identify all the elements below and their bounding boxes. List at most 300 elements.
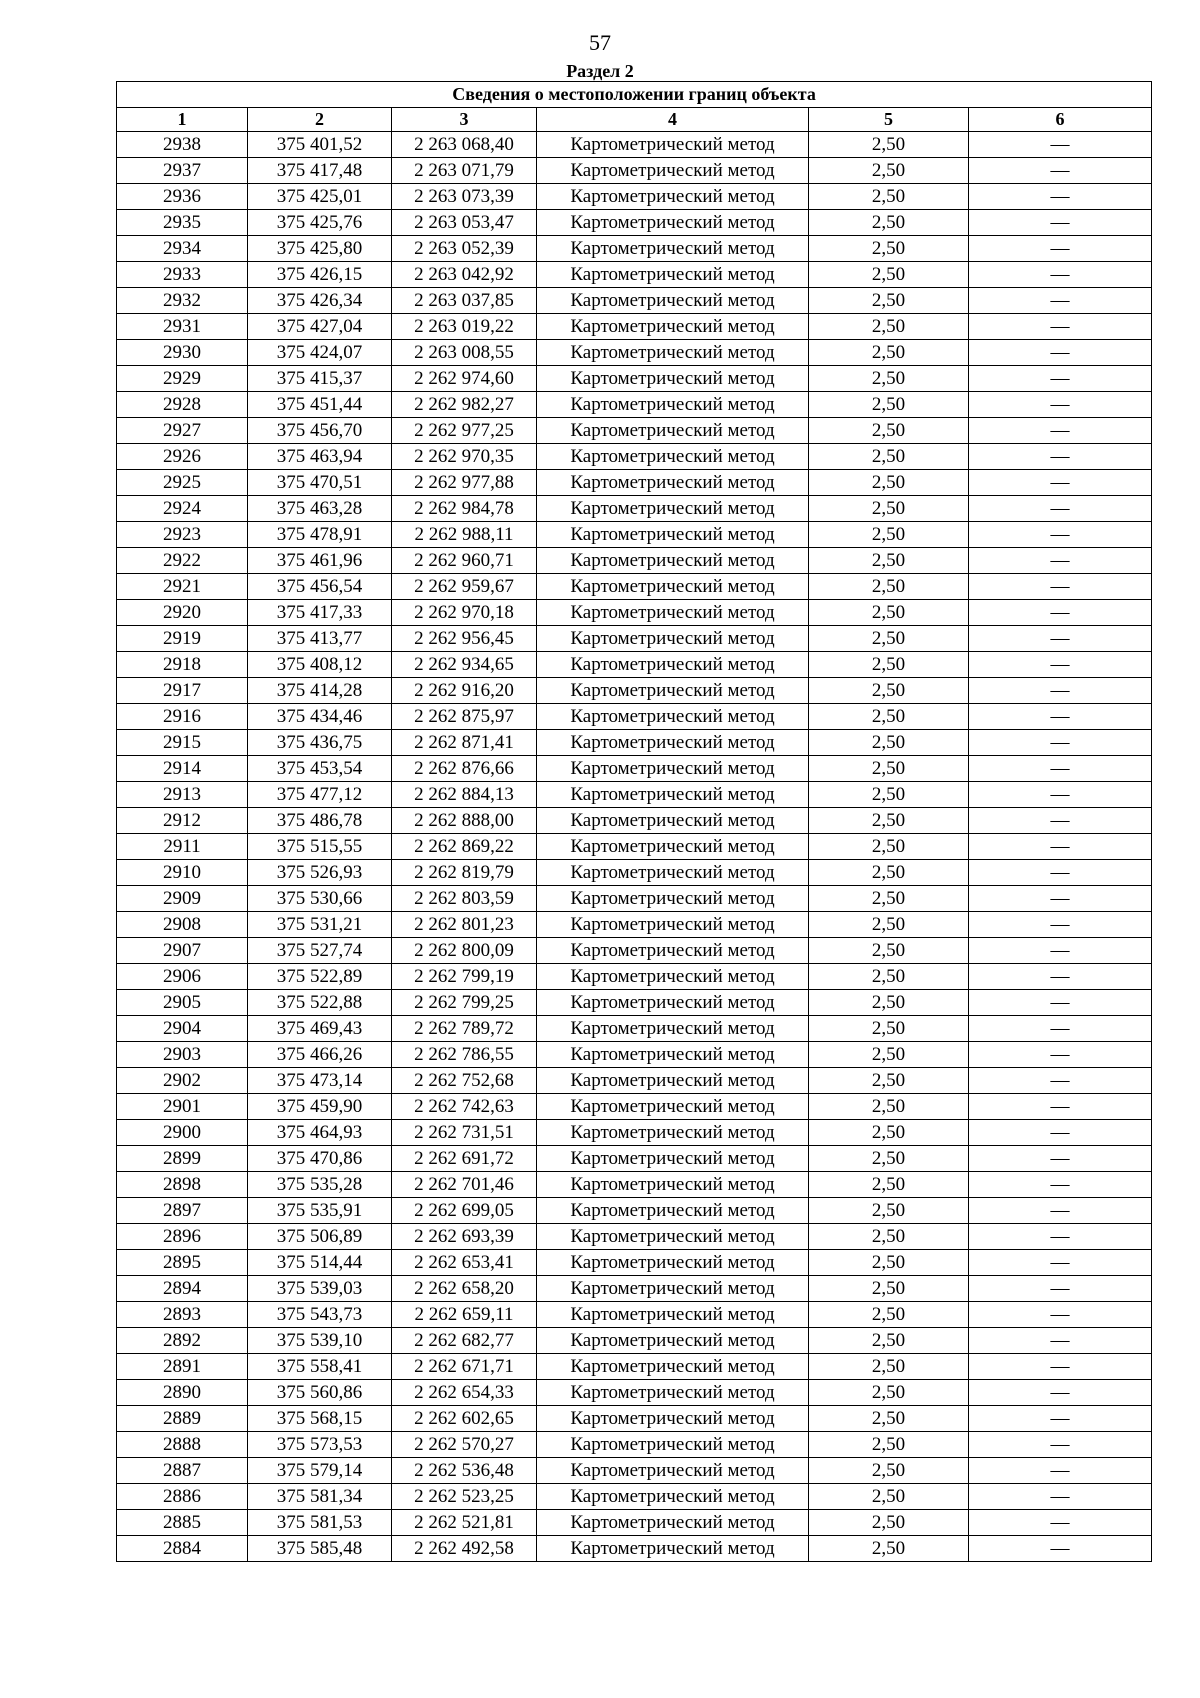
table-row [117, 1458, 1152, 1484]
table-row [117, 1172, 1152, 1198]
accuracy-cell: 2,50 [809, 1510, 969, 1536]
point-number-cell: 2892 [117, 1328, 248, 1354]
point-number-cell: 2915 [117, 730, 248, 756]
point-number-cell: 2932 [117, 288, 248, 314]
table-caption: Сведения о местоположении границ объекта [117, 82, 1152, 108]
method-cell: Картометрический метод [537, 1198, 809, 1224]
x-coordinate-cell: 375 535,91 [248, 1198, 392, 1224]
table-row [117, 392, 1152, 418]
method-cell: Картометрический метод [537, 392, 809, 418]
accuracy-cell: 2,50 [809, 1406, 969, 1432]
description-cell: — [969, 496, 1152, 522]
accuracy-cell: 2,50 [809, 236, 969, 262]
method-cell: Картометрический метод [537, 1380, 809, 1406]
table-row [117, 600, 1152, 626]
method-cell: Картометрический метод [537, 314, 809, 340]
table-row [117, 1354, 1152, 1380]
boundary-coordinates-table [116, 81, 1152, 1562]
point-number-cell: 2888 [117, 1432, 248, 1458]
method-cell: Картометрический метод [537, 678, 809, 704]
point-number-cell: 2927 [117, 418, 248, 444]
point-number-cell: 2905 [117, 990, 248, 1016]
y-coordinate-cell: 2 262 799,25 [392, 990, 537, 1016]
method-cell: Картометрический метод [537, 470, 809, 496]
y-coordinate-cell: 2 262 492,58 [392, 1536, 537, 1562]
x-coordinate-cell: 375 469,43 [248, 1016, 392, 1042]
point-number-cell: 2923 [117, 522, 248, 548]
table-row [117, 912, 1152, 938]
point-number-cell: 2924 [117, 496, 248, 522]
table-row [117, 704, 1152, 730]
x-coordinate-cell: 375 579,14 [248, 1458, 392, 1484]
accuracy-cell: 2,50 [809, 418, 969, 444]
x-coordinate-cell: 375 539,03 [248, 1276, 392, 1302]
y-coordinate-cell: 2 262 869,22 [392, 834, 537, 860]
description-cell: — [969, 1094, 1152, 1120]
y-coordinate-cell: 2 262 970,35 [392, 444, 537, 470]
table-row [117, 990, 1152, 1016]
y-coordinate-cell: 2 262 786,55 [392, 1042, 537, 1068]
method-cell: Картометрический метод [537, 912, 809, 938]
y-coordinate-cell: 2 262 888,00 [392, 808, 537, 834]
accuracy-cell: 2,50 [809, 730, 969, 756]
table-row [117, 1224, 1152, 1250]
accuracy-cell: 2,50 [809, 132, 969, 158]
description-cell: — [969, 340, 1152, 366]
x-coordinate-cell: 375 585,48 [248, 1536, 392, 1562]
table-row [117, 730, 1152, 756]
y-coordinate-cell: 2 262 916,20 [392, 678, 537, 704]
accuracy-cell: 2,50 [809, 1146, 969, 1172]
description-cell: — [969, 1120, 1152, 1146]
accuracy-cell: 2,50 [809, 1432, 969, 1458]
accuracy-cell: 2,50 [809, 210, 969, 236]
x-coordinate-cell: 375 453,54 [248, 756, 392, 782]
x-coordinate-cell: 375 427,04 [248, 314, 392, 340]
accuracy-cell: 2,50 [809, 834, 969, 860]
table-row [117, 366, 1152, 392]
table-row [117, 522, 1152, 548]
method-cell: Картометрический метод [537, 886, 809, 912]
point-number-cell: 2896 [117, 1224, 248, 1250]
table-row [117, 470, 1152, 496]
point-number-cell: 2902 [117, 1068, 248, 1094]
accuracy-cell: 2,50 [809, 1536, 969, 1562]
accuracy-cell: 2,50 [809, 678, 969, 704]
accuracy-cell: 2,50 [809, 288, 969, 314]
method-cell: Картометрический метод [537, 756, 809, 782]
method-cell: Картометрический метод [537, 1510, 809, 1536]
x-coordinate-cell: 375 425,01 [248, 184, 392, 210]
point-number-cell: 2886 [117, 1484, 248, 1510]
method-cell: Картометрический метод [537, 1250, 809, 1276]
accuracy-cell: 2,50 [809, 600, 969, 626]
table-row [117, 1536, 1152, 1562]
accuracy-cell: 2,50 [809, 1328, 969, 1354]
description-cell: — [969, 886, 1152, 912]
accuracy-cell: 2,50 [809, 496, 969, 522]
method-cell: Картометрический метод [537, 990, 809, 1016]
table-row [117, 184, 1152, 210]
method-cell: Картометрический метод [537, 184, 809, 210]
point-number-cell: 2911 [117, 834, 248, 860]
table-row [117, 1120, 1152, 1146]
x-coordinate-cell: 375 425,80 [248, 236, 392, 262]
method-cell: Картометрический метод [537, 1172, 809, 1198]
accuracy-cell: 2,50 [809, 990, 969, 1016]
table-row [117, 496, 1152, 522]
table-row [117, 652, 1152, 678]
table-row [117, 236, 1152, 262]
point-number-cell: 2938 [117, 132, 248, 158]
column-number: 3 [392, 108, 537, 132]
point-number-cell: 2898 [117, 1172, 248, 1198]
y-coordinate-cell: 2 263 037,85 [392, 288, 537, 314]
y-coordinate-cell: 2 263 068,40 [392, 132, 537, 158]
point-number-cell: 2899 [117, 1146, 248, 1172]
point-number-cell: 2933 [117, 262, 248, 288]
accuracy-cell: 2,50 [809, 1484, 969, 1510]
y-coordinate-cell: 2 262 977,88 [392, 470, 537, 496]
y-coordinate-cell: 2 263 019,22 [392, 314, 537, 340]
method-cell: Картометрический метод [537, 964, 809, 990]
description-cell: — [969, 158, 1152, 184]
point-number-cell: 2926 [117, 444, 248, 470]
y-coordinate-cell: 2 262 970,18 [392, 600, 537, 626]
table-row [117, 938, 1152, 964]
point-number-cell: 2885 [117, 1510, 248, 1536]
y-coordinate-cell: 2 262 800,09 [392, 938, 537, 964]
point-number-cell: 2916 [117, 704, 248, 730]
description-cell: — [969, 1146, 1152, 1172]
table-row [117, 626, 1152, 652]
method-cell: Картометрический метод [537, 860, 809, 886]
x-coordinate-cell: 375 401,52 [248, 132, 392, 158]
method-cell: Картометрический метод [537, 1068, 809, 1094]
method-cell: Картометрический метод [537, 704, 809, 730]
page-number: 57 [589, 30, 611, 55]
x-coordinate-cell: 375 527,74 [248, 938, 392, 964]
method-cell: Картометрический метод [537, 1406, 809, 1432]
table-row [117, 834, 1152, 860]
accuracy-cell: 2,50 [809, 470, 969, 496]
table-row [117, 444, 1152, 470]
table-row [117, 860, 1152, 886]
method-cell: Картометрический метод [537, 1328, 809, 1354]
x-coordinate-cell: 375 463,94 [248, 444, 392, 470]
x-coordinate-cell: 375 461,96 [248, 548, 392, 574]
y-coordinate-cell: 2 262 742,63 [392, 1094, 537, 1120]
description-cell: — [969, 236, 1152, 262]
method-cell: Картометрический метод [537, 574, 809, 600]
x-coordinate-cell: 375 477,12 [248, 782, 392, 808]
x-coordinate-cell: 375 414,28 [248, 678, 392, 704]
y-coordinate-cell: 2 262 876,66 [392, 756, 537, 782]
description-cell: — [969, 834, 1152, 860]
table-row [117, 1042, 1152, 1068]
table-row [117, 1068, 1152, 1094]
method-cell: Картометрический метод [537, 444, 809, 470]
method-cell: Картометрический метод [537, 1536, 809, 1562]
table-row [117, 1510, 1152, 1536]
x-coordinate-cell: 375 581,53 [248, 1510, 392, 1536]
description-cell: — [969, 1198, 1152, 1224]
x-coordinate-cell: 375 531,21 [248, 912, 392, 938]
point-number-cell: 2893 [117, 1302, 248, 1328]
y-coordinate-cell: 2 262 934,65 [392, 652, 537, 678]
y-coordinate-cell: 2 262 752,68 [392, 1068, 537, 1094]
column-number: 4 [537, 108, 809, 132]
description-cell: — [969, 366, 1152, 392]
table-row [117, 158, 1152, 184]
method-cell: Картометрический метод [537, 418, 809, 444]
description-cell: — [969, 1068, 1152, 1094]
point-number-cell: 2928 [117, 392, 248, 418]
table-row [117, 1276, 1152, 1302]
point-number-cell: 2906 [117, 964, 248, 990]
description-cell: — [969, 184, 1152, 210]
x-coordinate-cell: 375 424,07 [248, 340, 392, 366]
description-cell: — [969, 548, 1152, 574]
column-number: 5 [809, 108, 969, 132]
accuracy-cell: 2,50 [809, 1224, 969, 1250]
method-cell: Картометрический метод [537, 288, 809, 314]
x-coordinate-cell: 375 478,91 [248, 522, 392, 548]
description-cell: — [969, 262, 1152, 288]
method-cell: Картометрический метод [537, 236, 809, 262]
point-number-cell: 2929 [117, 366, 248, 392]
table-row [117, 314, 1152, 340]
accuracy-cell: 2,50 [809, 184, 969, 210]
table-caption-row [117, 82, 1152, 108]
x-coordinate-cell: 375 459,90 [248, 1094, 392, 1120]
method-cell: Картометрический метод [537, 366, 809, 392]
point-number-cell: 2900 [117, 1120, 248, 1146]
description-cell: — [969, 912, 1152, 938]
point-number-cell: 2901 [117, 1094, 248, 1120]
method-cell: Картометрический метод [537, 1120, 809, 1146]
column-number: 2 [248, 108, 392, 132]
point-number-cell: 2897 [117, 1198, 248, 1224]
point-number-cell: 2912 [117, 808, 248, 834]
x-coordinate-cell: 375 456,70 [248, 418, 392, 444]
description-cell: — [969, 704, 1152, 730]
accuracy-cell: 2,50 [809, 938, 969, 964]
x-coordinate-cell: 375 581,34 [248, 1484, 392, 1510]
point-number-cell: 2895 [117, 1250, 248, 1276]
description-cell: — [969, 782, 1152, 808]
y-coordinate-cell: 2 263 073,39 [392, 184, 537, 210]
description-cell: — [969, 1510, 1152, 1536]
description-cell: — [969, 600, 1152, 626]
method-cell: Картометрический метод [537, 1146, 809, 1172]
accuracy-cell: 2,50 [809, 392, 969, 418]
section-title: Раздел 2 [566, 61, 634, 81]
y-coordinate-cell: 2 263 052,39 [392, 236, 537, 262]
accuracy-cell: 2,50 [809, 1458, 969, 1484]
method-cell: Картометрический метод [537, 782, 809, 808]
y-coordinate-cell: 2 263 042,92 [392, 262, 537, 288]
accuracy-cell: 2,50 [809, 1302, 969, 1328]
description-cell: — [969, 418, 1152, 444]
point-number-cell: 2935 [117, 210, 248, 236]
description-cell: — [969, 808, 1152, 834]
accuracy-cell: 2,50 [809, 1198, 969, 1224]
table-row [117, 1146, 1152, 1172]
y-coordinate-cell: 2 262 699,05 [392, 1198, 537, 1224]
method-cell: Картометрический метод [537, 834, 809, 860]
accuracy-cell: 2,50 [809, 574, 969, 600]
y-coordinate-cell: 2 262 789,72 [392, 1016, 537, 1042]
x-coordinate-cell: 375 456,54 [248, 574, 392, 600]
accuracy-cell: 2,50 [809, 262, 969, 288]
description-cell: — [969, 522, 1152, 548]
accuracy-cell: 2,50 [809, 1016, 969, 1042]
x-coordinate-cell: 375 486,78 [248, 808, 392, 834]
table-row [117, 1198, 1152, 1224]
y-coordinate-cell: 2 262 803,59 [392, 886, 537, 912]
x-coordinate-cell: 375 539,10 [248, 1328, 392, 1354]
x-coordinate-cell: 375 466,26 [248, 1042, 392, 1068]
x-coordinate-cell: 375 408,12 [248, 652, 392, 678]
x-coordinate-cell: 375 522,89 [248, 964, 392, 990]
method-cell: Картометрический метод [537, 132, 809, 158]
x-coordinate-cell: 375 526,93 [248, 860, 392, 886]
method-cell: Картометрический метод [537, 1042, 809, 1068]
y-coordinate-cell: 2 262 875,97 [392, 704, 537, 730]
description-cell: — [969, 1354, 1152, 1380]
method-cell: Картометрический метод [537, 1016, 809, 1042]
point-number-cell: 2890 [117, 1380, 248, 1406]
description-cell: — [969, 938, 1152, 964]
method-cell: Картометрический метод [537, 1094, 809, 1120]
x-coordinate-cell: 375 425,76 [248, 210, 392, 236]
x-coordinate-cell: 375 514,44 [248, 1250, 392, 1276]
x-coordinate-cell: 375 415,37 [248, 366, 392, 392]
point-number-cell: 2931 [117, 314, 248, 340]
table-row [117, 262, 1152, 288]
table-row [117, 678, 1152, 704]
method-cell: Картометрический метод [537, 730, 809, 756]
method-cell: Картометрический метод [537, 1484, 809, 1510]
table-row [117, 288, 1152, 314]
x-coordinate-cell: 375 417,48 [248, 158, 392, 184]
x-coordinate-cell: 375 522,88 [248, 990, 392, 1016]
method-cell: Картометрический метод [537, 938, 809, 964]
method-cell: Картометрический метод [537, 522, 809, 548]
x-coordinate-cell: 375 535,28 [248, 1172, 392, 1198]
method-cell: Картометрический метод [537, 262, 809, 288]
accuracy-cell: 2,50 [809, 1120, 969, 1146]
description-cell: — [969, 1042, 1152, 1068]
accuracy-cell: 2,50 [809, 314, 969, 340]
y-coordinate-cell: 2 262 731,51 [392, 1120, 537, 1146]
x-coordinate-cell: 375 436,75 [248, 730, 392, 756]
point-number-cell: 2922 [117, 548, 248, 574]
y-coordinate-cell: 2 262 871,41 [392, 730, 537, 756]
y-coordinate-cell: 2 262 982,27 [392, 392, 537, 418]
point-number-cell: 2936 [117, 184, 248, 210]
accuracy-cell: 2,50 [809, 158, 969, 184]
point-number-cell: 2921 [117, 574, 248, 600]
point-number-cell: 2925 [117, 470, 248, 496]
description-cell: — [969, 314, 1152, 340]
x-coordinate-cell: 375 463,28 [248, 496, 392, 522]
description-cell: — [969, 574, 1152, 600]
point-number-cell: 2887 [117, 1458, 248, 1484]
accuracy-cell: 2,50 [809, 782, 969, 808]
point-number-cell: 2907 [117, 938, 248, 964]
description-cell: — [969, 470, 1152, 496]
x-coordinate-cell: 375 451,44 [248, 392, 392, 418]
x-coordinate-cell: 375 560,86 [248, 1380, 392, 1406]
x-coordinate-cell: 375 568,15 [248, 1406, 392, 1432]
table-row [117, 1432, 1152, 1458]
point-number-cell: 2903 [117, 1042, 248, 1068]
method-cell: Картометрический метод [537, 496, 809, 522]
x-coordinate-cell: 375 506,89 [248, 1224, 392, 1250]
y-coordinate-cell: 2 262 653,41 [392, 1250, 537, 1276]
table-row [117, 1328, 1152, 1354]
table-row [117, 340, 1152, 366]
description-cell: — [969, 132, 1152, 158]
point-number-cell: 2920 [117, 600, 248, 626]
description-cell: — [969, 1432, 1152, 1458]
description-cell: — [969, 1250, 1152, 1276]
method-cell: Картометрический метод [537, 600, 809, 626]
description-cell: — [969, 1536, 1152, 1562]
method-cell: Картометрический метод [537, 808, 809, 834]
x-coordinate-cell: 375 573,53 [248, 1432, 392, 1458]
y-coordinate-cell: 2 262 884,13 [392, 782, 537, 808]
table-row [117, 548, 1152, 574]
y-coordinate-cell: 2 262 956,45 [392, 626, 537, 652]
y-coordinate-cell: 2 262 570,27 [392, 1432, 537, 1458]
x-coordinate-cell: 375 470,86 [248, 1146, 392, 1172]
accuracy-cell: 2,50 [809, 1094, 969, 1120]
point-number-cell: 2908 [117, 912, 248, 938]
column-number: 1 [117, 108, 248, 132]
y-coordinate-cell: 2 263 053,47 [392, 210, 537, 236]
x-coordinate-cell: 375 417,33 [248, 600, 392, 626]
description-cell: — [969, 756, 1152, 782]
y-coordinate-cell: 2 262 671,71 [392, 1354, 537, 1380]
y-coordinate-cell: 2 262 984,78 [392, 496, 537, 522]
accuracy-cell: 2,50 [809, 522, 969, 548]
y-coordinate-cell: 2 263 008,55 [392, 340, 537, 366]
description-cell: — [969, 1406, 1152, 1432]
accuracy-cell: 2,50 [809, 366, 969, 392]
y-coordinate-cell: 2 262 960,71 [392, 548, 537, 574]
description-cell: — [969, 1484, 1152, 1510]
x-coordinate-cell: 375 470,51 [248, 470, 392, 496]
accuracy-cell: 2,50 [809, 1042, 969, 1068]
table-row [117, 886, 1152, 912]
point-number-cell: 2884 [117, 1536, 248, 1562]
accuracy-cell: 2,50 [809, 652, 969, 678]
point-number-cell: 2917 [117, 678, 248, 704]
accuracy-cell: 2,50 [809, 1250, 969, 1276]
point-number-cell: 2934 [117, 236, 248, 262]
accuracy-cell: 2,50 [809, 1276, 969, 1302]
y-coordinate-cell: 2 262 959,67 [392, 574, 537, 600]
point-number-cell: 2918 [117, 652, 248, 678]
table-row [117, 210, 1152, 236]
description-cell: — [969, 1302, 1152, 1328]
accuracy-cell: 2,50 [809, 626, 969, 652]
y-coordinate-cell: 2 262 977,25 [392, 418, 537, 444]
x-coordinate-cell: 375 543,73 [248, 1302, 392, 1328]
